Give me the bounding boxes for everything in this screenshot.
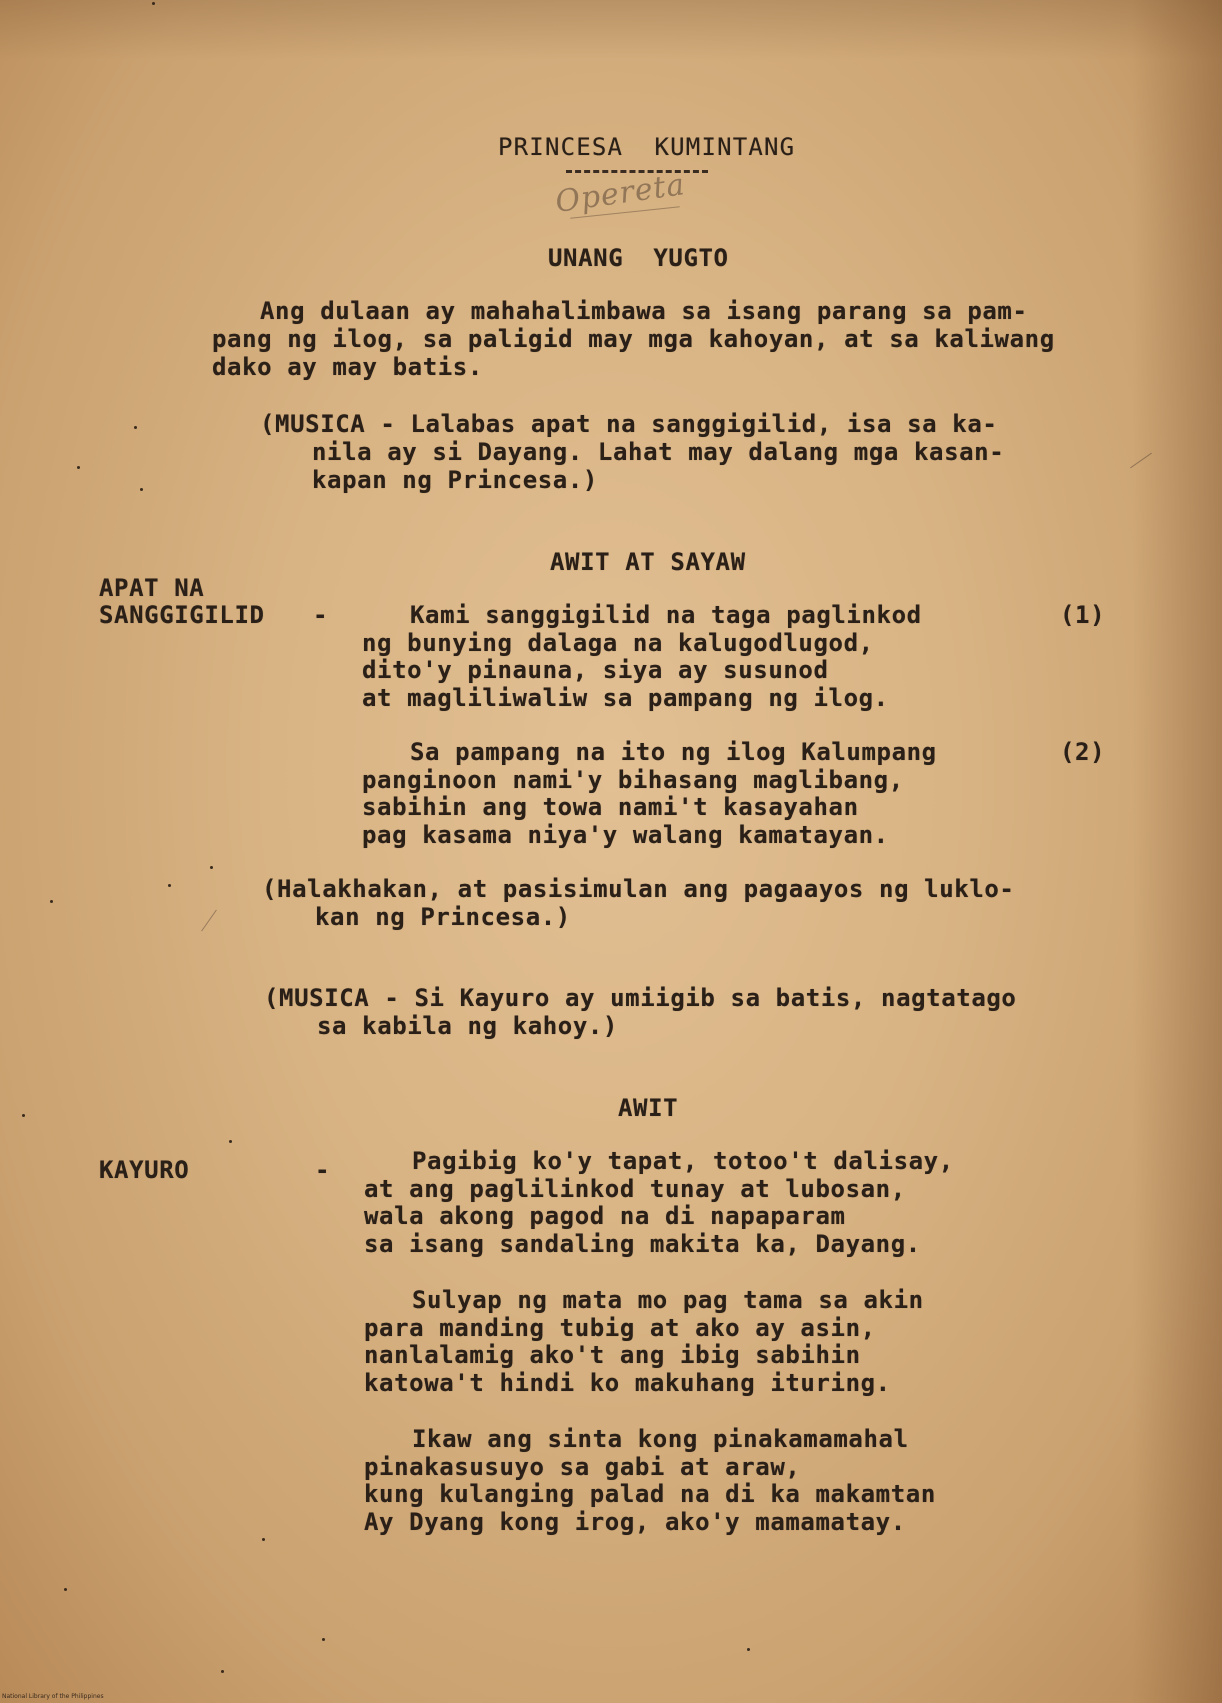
pencil-mark [201, 910, 217, 932]
speaker-name: APAT NA [99, 574, 205, 602]
paper-speck [168, 884, 171, 887]
verse-line: at ang paglilinkod tunay at lubosan, [364, 1175, 906, 1203]
verse-line: para manding tubig at ako ay asin, [364, 1314, 876, 1342]
verse-line: Sulyap ng mata mo pag tama sa akin [412, 1286, 924, 1314]
verse-line: dito'y pinauna, siya ay susunod [362, 656, 829, 684]
speaker-dash: - [315, 1156, 331, 1184]
verse-line: pinakasusuyo sa gabi at araw, [364, 1453, 801, 1481]
page-shadow-right [1132, 0, 1222, 1703]
paper-speck [210, 866, 213, 869]
verse-line: katowa't hindi ko makuhang ituring. [364, 1369, 891, 1397]
verse-line: ng bunying dalaga na kalugodlugod, [362, 629, 874, 657]
stage-direction-line: (Halakhakan, at pasisimulan ang pagaayos ng luklo- [262, 875, 1015, 903]
verse-line: wala akong pagod na di napaparam [364, 1202, 846, 1230]
paper-speck [229, 1140, 232, 1143]
verse-line: Pagibig ko'y tapat, totoo't dalisay, [412, 1147, 954, 1175]
paper-speck [152, 2, 155, 5]
paper-speck [64, 1588, 67, 1591]
page-shadow-top [0, 0, 1222, 60]
paper-speck [22, 1114, 25, 1117]
pencil-mark [1130, 453, 1152, 469]
stage-direction-line: kapan ng Princesa.) [312, 466, 598, 494]
handwritten-note: Opereta [553, 167, 688, 220]
speaker-dash: - [313, 601, 329, 629]
speaker-name: SANGGIGILID [99, 601, 265, 629]
verse-line: nanlalamig ako't ang ibig sabihin [364, 1341, 861, 1369]
speaker-name: KAYURO [99, 1156, 190, 1184]
page-title: PRINCESA KUMINTANG [498, 133, 796, 161]
intro-line: pang ng ilog, sa paligid may mga kahoyan, at sa kaliwang [212, 325, 1055, 353]
stage-direction-line: (MUSICA - Lalabas apat na sanggigilid, isa sa ka- [260, 410, 998, 438]
section-heading: AWIT [618, 1094, 679, 1122]
verse-line: Kami sanggigilid na taga paglinkod [410, 601, 922, 629]
verse-line: sa isang sandaling makita ka, Dayang. [364, 1230, 921, 1258]
paper-speck [221, 1670, 224, 1673]
act-heading: UNANG YUGTO [548, 244, 729, 272]
verse-line: panginoon nami'y bihasang maglibang, [362, 766, 904, 794]
paper-speck [322, 1638, 325, 1641]
section-heading: AWIT AT SAYAW [550, 548, 746, 576]
verse-number: (2) [1060, 738, 1106, 766]
verse-line: kung kulanging palad na di ka makamtan [364, 1480, 936, 1508]
intro-line: dako ay may batis. [212, 353, 483, 381]
paper-speck [140, 488, 143, 491]
library-footer: National Library of the Philippines [2, 1693, 104, 1700]
stage-direction-line: kan ng Princesa.) [315, 903, 571, 931]
paper-speck [747, 1648, 750, 1651]
intro-line: Ang dulaan ay mahahalimbawa sa isang parang sa pam- [260, 297, 1028, 325]
paper-speck [262, 1538, 265, 1541]
paper-speck [77, 466, 80, 469]
verse-line: at magliliwaliw sa pampang ng ilog. [362, 684, 889, 712]
stage-direction-line: nila ay si Dayang. Lahat may dalang mga kasan- [312, 438, 1005, 466]
verse-number: (1) [1060, 601, 1106, 629]
verse-line: Ay Dyang kong irog, ako'y mamamatay. [364, 1508, 906, 1536]
paper-speck [50, 900, 53, 903]
paper-speck [134, 426, 137, 429]
verse-line: sabihin ang towa nami't kasayahan [362, 793, 859, 821]
verse-line: Ikaw ang sinta kong pinakamamahal [412, 1425, 909, 1453]
verse-line: pag kasama niya'y walang kamatayan. [362, 821, 889, 849]
stage-direction-line: (MUSICA - Si Kayuro ay umiigib sa batis, nagtatago [264, 984, 1017, 1012]
verse-line: Sa pampang na ito ng ilog Kalumpang [410, 738, 937, 766]
stage-direction-line: sa kabila ng kahoy.) [317, 1012, 618, 1040]
